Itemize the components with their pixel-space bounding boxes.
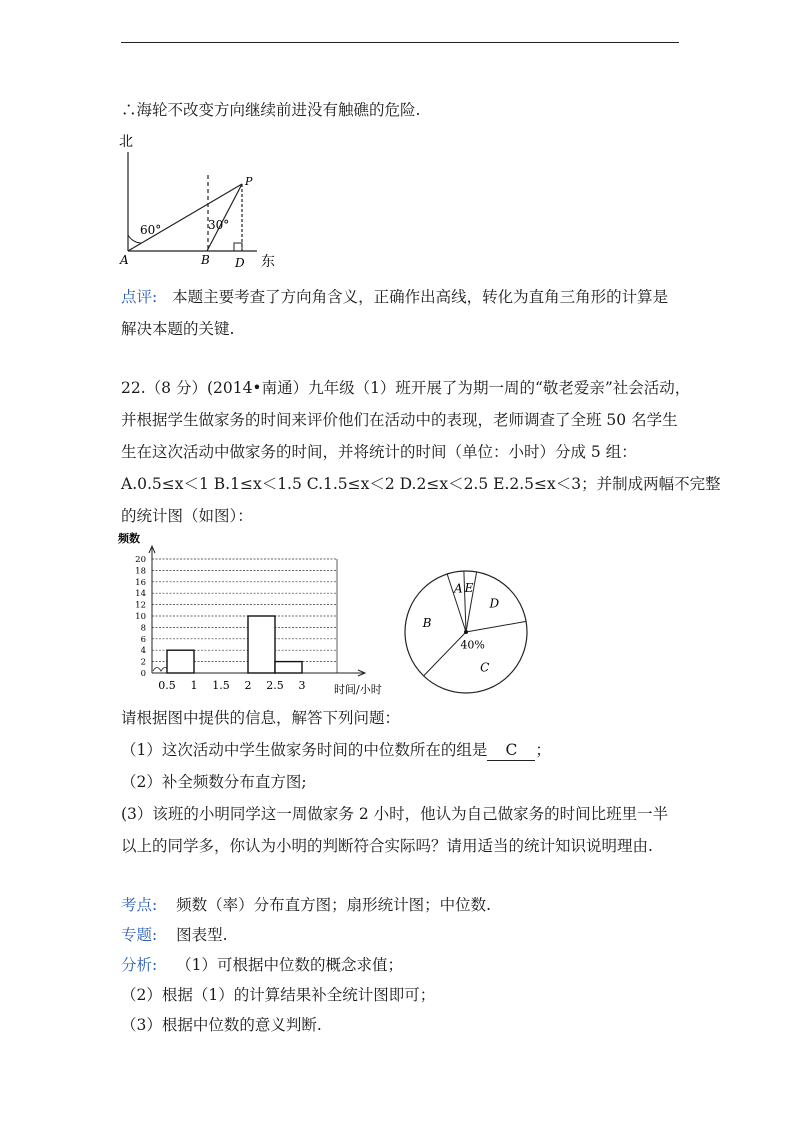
- x-tick-label: 0.5: [158, 679, 176, 692]
- question-1: [121, 740, 551, 761]
- y-tick-label: 18: [135, 566, 146, 577]
- fenxi-text-1: （1）可根据中位数的概念求值；: [176, 956, 404, 974]
- fenxi-line-2: （2）根据（1）的计算结果补全统计图即可；: [121, 986, 436, 1004]
- direction-diagram: [115, 130, 285, 270]
- kaodian-label: 考点:: [121, 896, 158, 914]
- angle-30-label: 30°: [208, 218, 230, 232]
- questions-intro: 请根据图中提供的信息，解答下列问题：: [121, 709, 401, 727]
- kaodian-text: 频数（率）分布直方图；扇形统计图；中位数.: [176, 896, 492, 914]
- problem-line-2: 并根据学生做家务的时间来评价他们在活动中的表现，老师调查了全班 50 名学生: [121, 411, 678, 429]
- pie-slice-percent: 40%: [460, 638, 485, 652]
- question-1-text: （1）这次活动中学生做家务时间的中位数所在的组是: [121, 741, 488, 759]
- point-d-label: D: [235, 256, 245, 270]
- zhuanti-label: 专题:: [121, 926, 158, 944]
- y-tick-label: 6: [140, 634, 146, 645]
- fenxi-label: 分析:: [121, 956, 158, 974]
- pie-slice-label: E: [464, 581, 474, 596]
- north-label: 北: [119, 134, 133, 150]
- problem-line-3: 生在这次活动中做家务的时间，并将统计的时间（单位：小时）分成 5 组：: [121, 443, 637, 461]
- header-rule: [121, 42, 679, 43]
- question-3-line-2: 以上的同学多，你认为小明的判断符合实际吗？请用适当的统计知识说明理由.: [121, 837, 653, 855]
- pie-chart: [400, 555, 540, 695]
- x-tick-label: 1: [190, 679, 198, 692]
- y-tick-label: 0: [140, 669, 146, 679]
- question-1-answer: C: [487, 740, 535, 761]
- point-a-label: A: [120, 253, 129, 267]
- histogram-chart: [112, 530, 402, 695]
- x-axis-label: 时间/小时: [334, 683, 382, 695]
- y-tick-label: 20: [135, 555, 146, 565]
- pie-slice-label: C: [480, 660, 490, 675]
- pie-center-dot: [464, 630, 468, 634]
- histogram-bar: [275, 662, 302, 673]
- fenxi-line-3: （3）根据中位数的意义判断.: [121, 1016, 322, 1034]
- east-label: 东: [261, 254, 275, 270]
- problem-line-1: 22.（8 分）(2014•南通）九年级（1）班开展了为期一周的“敬老爱亲”社会活动，: [121, 379, 691, 397]
- kaodian-line: [121, 895, 491, 915]
- y-tick-label: 10: [135, 612, 146, 622]
- question-1-suffix: ；: [535, 741, 551, 759]
- question-3-line-1: (3）该班的小明同学这一周做家务 2 小时，他认为自己做家务的时间比班里一半: [121, 805, 669, 823]
- problem-line-5: 的统计图（如图）：: [121, 507, 253, 525]
- x-tick-label: 2: [244, 679, 252, 692]
- x-tick-label: 3: [298, 679, 306, 692]
- y-tick-label: 14: [135, 589, 146, 600]
- y-tick-label: 16: [135, 577, 146, 588]
- x-tick-label: 1.5: [212, 679, 230, 692]
- y-tick-label: 8: [140, 623, 146, 634]
- pie-slice-label: A: [454, 581, 463, 596]
- point-b-label: B: [201, 253, 210, 267]
- y-tick-label: 4: [140, 646, 146, 657]
- problem-line-4: A.0.5≤x＜1 B.1≤x＜1.5 C.1.5≤x＜2 D.2≤x＜2.5 E.2.5≤x＜3；并制成两幅不完整: [121, 475, 721, 493]
- comment-line-2: 解决本题的关键.: [121, 320, 235, 338]
- comment-text: 本题主要考查了方向角含义，正确作出高线，转化为直角三角形的计算是: [172, 288, 669, 306]
- comment-line-1: [121, 287, 668, 307]
- histogram-bar: [248, 616, 275, 673]
- fenxi-line: [121, 955, 403, 975]
- histogram-bar: [167, 650, 194, 673]
- y-axis-label: 频数: [118, 532, 140, 545]
- pie-slice-label: B: [422, 616, 432, 631]
- zhuanti-line: [121, 925, 228, 945]
- comment-label: 点评:: [121, 288, 158, 306]
- y-tick-label: 2: [140, 657, 146, 668]
- y-tick-label: 12: [135, 600, 146, 611]
- angle-60-label: 60°: [140, 223, 162, 237]
- point-p-label: P: [245, 175, 253, 188]
- x-tick-label: 2.5: [266, 679, 284, 692]
- question-2: （2）补全频数分布直方图;: [121, 773, 307, 791]
- conclusion-text: ∴海轮不改变方向继续前进没有触礁的危险.: [121, 101, 421, 119]
- pie-slice-label: D: [489, 596, 500, 611]
- zhuanti-text: 图表型.: [176, 926, 228, 944]
